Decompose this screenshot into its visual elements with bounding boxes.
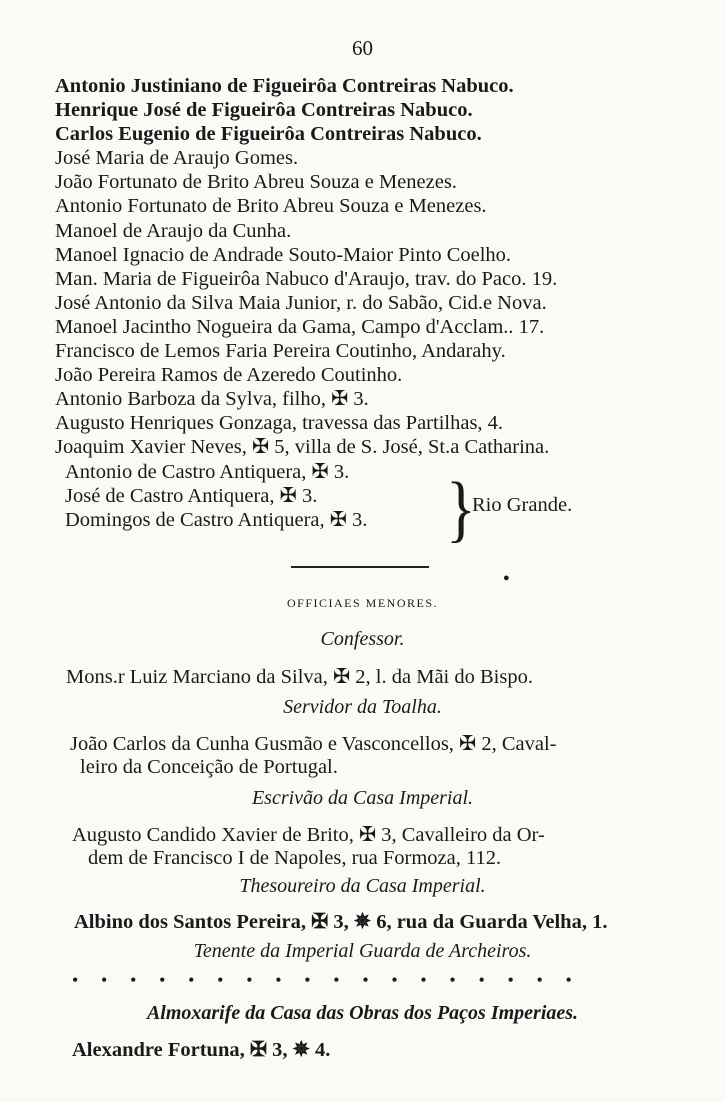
- list-item: Domingos de Castro Antiquera, ✠ 3.: [65, 508, 368, 531]
- leader-dot: •: [333, 970, 340, 990]
- leader-dot: •: [362, 970, 369, 990]
- list-item: Augusto Henriques Gonzaga, travessa das Partilhas, 4.: [55, 412, 504, 435]
- office-holder: Alexandre Fortuna, ✠ 3, ✵ 4.: [72, 1039, 331, 1061]
- list-item: José de Castro Antiquera, ✠ 3.: [65, 484, 318, 507]
- leader-dot: •: [565, 970, 572, 990]
- list-item: Carlos Eugenio de Figueirôa Contreiras Nabuco.: [55, 123, 482, 146]
- list-item: Antonio Justiniano de Figueirôa Contreiras Nabuco.: [55, 75, 514, 97]
- rio-grande-label: Rio Grande.: [472, 494, 573, 516]
- leader-dot: •: [304, 970, 311, 990]
- brace-icon: }: [446, 468, 476, 550]
- leader-dot: •: [391, 970, 398, 990]
- list-item: Antonio de Castro Antiquera, ✠ 3.: [65, 460, 350, 483]
- leader-dot: •: [72, 970, 79, 990]
- leader-dot: •: [536, 970, 543, 990]
- dotted-leader: [72, 970, 572, 991]
- list-item: João Pereira Ramos de Azeredo Coutinho.: [55, 364, 403, 387]
- list-item: Manoel de Araujo da Cunha.: [55, 219, 292, 242]
- office-title: Escrivão da Casa Imperial.: [251, 787, 474, 809]
- list-item: Henrique José de Figueirôa Contreiras Nabuco.: [55, 99, 473, 122]
- leader-dot: •: [101, 970, 108, 990]
- leader-dot: •: [217, 970, 224, 990]
- list-item: Man. Maria de Figueirôa Nabuco d'Araujo, trav. do Paco. 19.: [55, 267, 558, 290]
- list-item: José Antonio da Silva Maia Junior, r. do Sabão, Cid.e Nova.: [55, 291, 547, 314]
- office-title: Servidor da Toalha.: [283, 696, 442, 718]
- list-item: Manoel Jacintho Nogueira da Gama, Campo d'Acclam.. 17.: [55, 315, 545, 338]
- list-item: Francisco de Lemos Faria Pereira Coutinho, Andarahy.: [55, 340, 506, 363]
- leader-dot: •: [420, 970, 427, 990]
- list-item: Antonio Fortunato de Brito Abreu Souza e Menezes.: [55, 195, 487, 218]
- office-holder: Albino dos Santos Pereira, ✠ 3, ✵ 6, rua da Guarda Velha, 1.: [74, 911, 608, 933]
- office-holder-continued: leiro da Conceição de Portugal.: [80, 756, 338, 778]
- ink-dot-icon: ●: [503, 572, 510, 584]
- leader-dot: •: [188, 970, 195, 990]
- list-item: Manoel Ignacio de Andrade Souto-Maior Pinto Coelho.: [55, 243, 512, 266]
- list-item: José Maria de Araujo Gomes.: [55, 147, 299, 170]
- office-title: Tenente da Imperial Guarda de Archeiros.: [193, 940, 532, 962]
- office-title: Thesoureiro da Casa Imperial.: [239, 875, 486, 897]
- office-title: Almoxarife da Casa das Obras dos Paços Imperiaes.: [146, 1002, 579, 1024]
- name-list: [55, 74, 675, 532]
- leader-dot: •: [478, 970, 485, 990]
- leader-dot: •: [507, 970, 514, 990]
- office-holder: Augusto Candido Xavier de Brito, ✠ 3, Cavalleiro da Or-: [72, 824, 545, 846]
- list-item: Joaquim Xavier Neves, ✠ 5, villa de S. José, St.a Catharina.: [55, 436, 550, 459]
- leader-dot: •: [130, 970, 137, 990]
- section-divider: [291, 566, 429, 568]
- office-holder: João Carlos da Cunha Gusmão e Vasconcellos, ✠ 2, Caval-: [70, 733, 557, 755]
- office-holder-continued: dem de Francisco I de Napoles, rua Formoza, 112.: [88, 847, 502, 869]
- list-item: João Fortunato de Brito Abreu Souza e Menezes.: [55, 171, 457, 194]
- list-item: Antonio Barboza da Sylva, filho, ✠ 3.: [55, 388, 369, 411]
- leader-dot: •: [246, 970, 253, 990]
- office-holder: Mons.r Luiz Marciano da Silva, ✠ 2, l. da Mãi do Bispo.: [66, 666, 533, 688]
- leader-dot: •: [275, 970, 282, 990]
- page-number: 60: [352, 36, 373, 60]
- leader-dot: •: [159, 970, 166, 990]
- section-heading: OFFICIAES MENORES.: [286, 596, 439, 610]
- office-title: Confessor.: [320, 628, 405, 650]
- leader-dot: •: [449, 970, 456, 990]
